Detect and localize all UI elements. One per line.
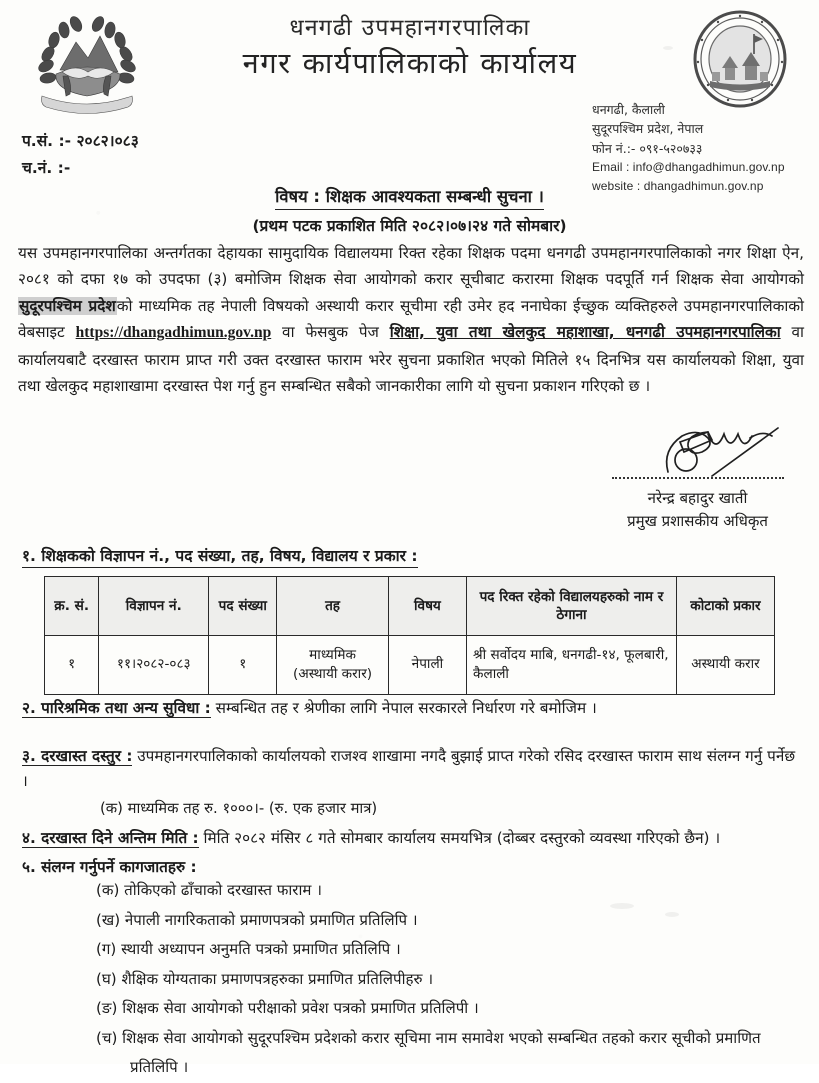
office-address-block — [592, 100, 785, 195]
section-3-application-fee — [22, 744, 804, 821]
section-4-text: मिति २०८२ मंसिर ८ गते सोमबार कार्यालय समयभित्र (दोब्बर दस्तुरको व्यवस्था गरिएको छैन) । — [198, 829, 721, 847]
section-3-text: उपमहानगरपालिकाको कार्यालयको राजश्व शाखामा नगदै बुझाई प्राप्त गरेको रसिद दरखास्त फाराम साथ संलग्न गर्नु पर्नेछ । — [22, 747, 796, 790]
section-1-heading: १. शिक्षकको विज्ञापन नं., पद संख्या, तह, विषय, विद्यालय र प्रकार : — [22, 544, 418, 568]
col-header-quota-type: कोटाको प्रकार — [676, 577, 774, 636]
document-item-text: (घ) शैक्षिक योग्यताका प्रमाणपत्रहरुका प्रमाणित प्रतिलिपीहरु । — [96, 969, 434, 988]
col-header-post-count: पद संख्या — [209, 577, 277, 636]
section-5-label: ५. संलग्न गर्नुपर्ने कागजातहरु : — [22, 858, 197, 876]
document-header — [0, 0, 819, 193]
table-header-row — [45, 577, 775, 636]
list-item — [96, 906, 796, 936]
document-item-text: (च) शिक्षक सेवा आयोगको सुदूरपश्चिम प्रदेशको करार सूचिमा नाम समावेश भएको सम्बन्धित तहको करार सूचीको प्रमाणित प्रतिलिपि । — [96, 1028, 761, 1076]
subject-line: विषय : शिक्षक आवश्यकता सम्बन्धी सुचना । — [275, 186, 544, 210]
vacancy-table — [44, 576, 775, 695]
signatory-designation: प्रमुख प्रशासकीय अधिकृत — [627, 511, 768, 530]
handwritten-signature-icon — [650, 426, 800, 478]
section-2-remuneration — [22, 696, 804, 721]
reference-numbers — [22, 128, 139, 182]
address-city: धनगढी, कैलाली — [592, 102, 665, 117]
section-3-label: ३. दरखास्त दस्तुर : — [22, 747, 133, 765]
section-4-label: ४. दरखास्त दिने अन्तिम मिति : — [22, 829, 199, 847]
cell-post-count: १ — [209, 636, 277, 695]
document-item-text: (क) तोकिएको ढाँचाको दरखास्त फाराम । — [96, 881, 322, 899]
vacancy-table-body — [45, 636, 775, 695]
col-header-level: तह — [277, 577, 389, 636]
document-item-text: (ख) नेपाली नागरिकताको प्रमाणपत्रको प्रमाणित प्रतिलिपि । — [96, 910, 418, 929]
body-highlight-province: सुदूरपश्चिम प्रदेश — [19, 296, 116, 315]
list-item — [96, 1024, 796, 1083]
address-province: सुदूरपश्चिम प्रदेश, नेपाल — [592, 121, 704, 137]
scan-artifact — [663, 46, 673, 50]
vacancy-table-head — [45, 577, 775, 636]
subject-block — [0, 186, 819, 237]
cell-school: श्री सर्वोदय माबि, धनगढी-१४, फूलबारी, कैलाली — [467, 636, 677, 695]
list-item — [96, 965, 796, 995]
required-documents-list — [96, 876, 796, 1083]
signature-block — [590, 432, 805, 532]
cell-level — [277, 636, 389, 695]
document-item-text: (ङ) शिक्षक सेवा आयोगको परीक्षाको प्रवेश पत्रको प्रमाणित प्रतिलिपी । — [96, 999, 479, 1017]
list-item — [96, 935, 796, 965]
col-header-subject: विषय — [388, 577, 466, 636]
section-4-deadline — [22, 826, 804, 851]
website-link[interactable]: https://dhangadhimun.gov.np — [75, 324, 272, 342]
col-header-school: पद रिक्त रहेको विद्यालयहरुको नाम र ठेगाना — [467, 577, 677, 636]
municipality-name: धनगढी उपमहानगरपालिका — [289, 15, 531, 41]
address-phone: फोन नं.:- ०९१-५२०७३३ — [592, 140, 703, 156]
ref-patra-sankhya: प.सं. :- २०८२।०८३ — [22, 132, 139, 150]
cell-level-line1: माध्यमिक — [309, 646, 356, 663]
cell-subject: नेपाली — [388, 636, 466, 695]
office-name: नगर कार्यपालिकाको कार्यालय — [242, 45, 578, 80]
section-2-label: २. पारिश्रमिक तथा अन्य सुविधा : — [22, 699, 211, 717]
address-email: Email : info@dhangadhimun.gov.np — [592, 160, 785, 175]
signatory-name: नरेन्द्र बहादुर खाती — [647, 489, 748, 507]
section-3-sub-item-a: (क) माध्यमिक तह रु. १०००।- (रु. एक हजार मात्र) — [100, 800, 378, 817]
ref-chalani-number: च.नं. :- — [22, 159, 71, 178]
body-text-part-2: को माध्यमिक तह नेपाली विषयको अस्थायी करार सूचीमा रही उमेर हद ननाघेका ईच्छुक व्यक्तिहरुले उपमहानगरपालिकाको वेबसाइट — [18, 296, 804, 342]
body-text-part-3: वा फेसबुक पेज — [271, 323, 390, 342]
list-item — [96, 994, 796, 1024]
facebook-page-name: शिक्षा, युवा तथा खेलकुद महाशाखा, धनगढी उपमहानगरपालिका — [389, 323, 781, 342]
body-text-part-1: यस उपमहानगरपालिका अन्तर्गतका देहायका सामुदायिक विद्यालयमा रिक्त रहेका शिक्षक पदमा धनगढी उपमहानगरपालिकाको नगर शिक्षा ऐन, २०८१ को दफा १७ को उपदफा (३) बमोजिम शिक्षक सेवा आयोगको करार सूचीबाट करारमा शिक्षक पदपूर्ति गर्न शिक्षक सेवा आयोगको — [18, 244, 804, 289]
section-2-text: सम्बन्धित तह र श्रेणीका लागि नेपाल सरकारले निर्धारण गरे बमोजिम । — [210, 699, 597, 717]
cell-adv-no: ११।२०८२-०८३ — [99, 636, 209, 695]
body-text-part-4: वा कार्यालयबाटै दरखास्त फाराम प्राप्त गरी उक्त दरखास्त फाराम भरेर सुचना प्रकाशित भएको मितिले १५ दिनभित्र यस कार्यालयको शिक्षा, युवा तथा खेलकुद महाशाखामा दरखास्त पेश गर्नु हुन सम्बन्धित सबैको जानकारीका लागि यो सुचना प्रकाशन गरिएको छ । — [18, 323, 804, 396]
table-row — [45, 636, 775, 695]
scan-artifact — [610, 903, 634, 909]
publication-date-line: (प्रथम पटक प्रकाशित मिति २०८२।०७।२४ गते सोमबार) — [252, 217, 567, 236]
cell-quota-type: अस्थायी करार — [676, 636, 774, 695]
col-header-adv-no: विज्ञापन नं. — [99, 577, 209, 636]
organization-title — [200, 14, 620, 82]
col-header-serial: क्र. सं. — [45, 577, 99, 636]
cell-serial: १ — [45, 636, 99, 695]
address-website: website : dhangadhimun.gov.np — [592, 178, 764, 193]
scan-artifact — [665, 912, 679, 917]
nepal-national-emblem-icon — [26, 8, 148, 120]
dhangadhi-municipality-seal-icon — [692, 10, 788, 108]
cell-level-line2: (अस्थायी करार) — [293, 666, 373, 682]
document-item-text: (ग) स्थायी अध्यापन अनुमति पत्रको प्रमाणित प्रतिलिपि । — [96, 940, 401, 958]
list-item — [96, 876, 796, 906]
notice-body-paragraph — [18, 240, 804, 399]
